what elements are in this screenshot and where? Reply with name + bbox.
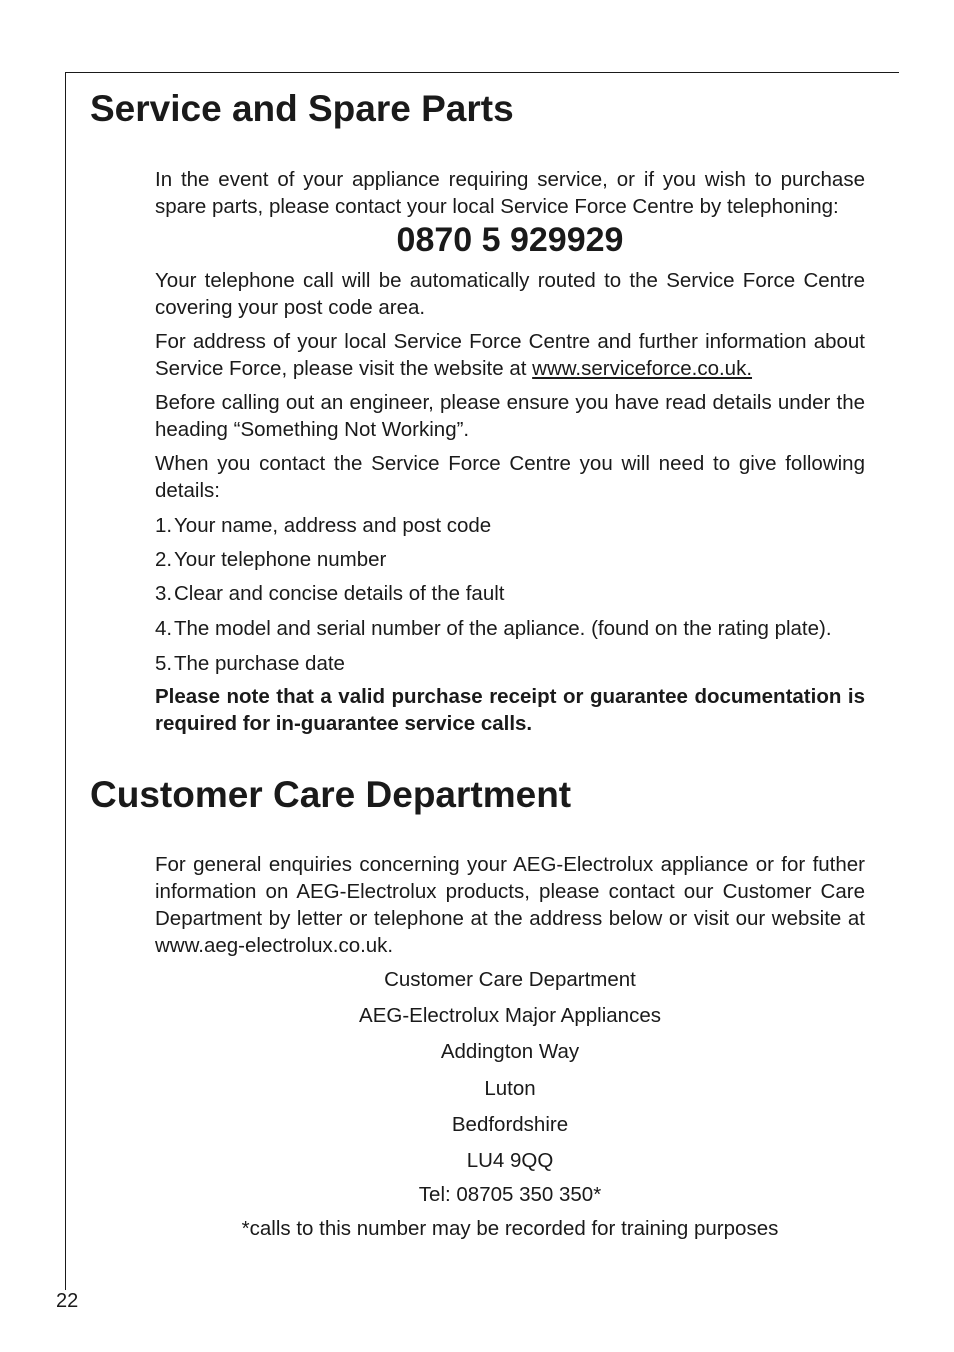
page-number: 22: [56, 1290, 79, 1312]
address-line: Customer Care Department: [384, 968, 636, 991]
list-item-text: The model and serial number of the apliance. (found on the rating plate).: [174, 617, 832, 640]
service-contact-paragraph: When you contact the Service Force Centre you will need to give following details:: [155, 452, 865, 502]
left-rule: [65, 72, 66, 1290]
list-item: [155, 546, 386, 573]
list-item-text: Clear and concise details of the fault: [174, 582, 505, 605]
footnote: *calls to this number may be recorded for training purposes: [241, 1217, 779, 1240]
list-item-number: 4.: [155, 617, 173, 640]
list-item: [155, 615, 832, 642]
address-line: Addington Way: [440, 1040, 580, 1063]
list-item-text: The purchase date: [174, 652, 345, 675]
address-line: Bedfordshire: [451, 1113, 569, 1136]
top-rule: [65, 72, 899, 73]
service-routed-paragraph: Your telephone call will be automatically routed to the Service Force Centre covering your post code area.: [155, 269, 865, 319]
address-line: LU4 9QQ: [466, 1149, 554, 1172]
service-intro: In the event of your appliance requiring service, or if you wish to purchase spare parts, please contact your local Service Force Centre by telephoning:: [155, 168, 865, 218]
list-item-number: 1.: [155, 514, 173, 537]
list-item: [155, 580, 504, 607]
service-before-paragraph: Before calling out an engineer, please ensure you have read details under the heading “Something Not Working”.: [155, 391, 865, 441]
section-title-service: Service and Spare Parts: [90, 88, 514, 129]
address-line: AEG-Electrolux Major Appliances: [359, 1004, 661, 1027]
list-item: [155, 512, 491, 539]
serviceforce-link[interactable]: www.serviceforce.co.uk.: [532, 357, 753, 380]
section-title-customer-care: Customer Care Department: [90, 774, 572, 815]
list-item-text: Your telephone number: [174, 548, 387, 571]
list-item-number: 3.: [155, 582, 173, 605]
list-item-text: Your name, address and post code: [174, 514, 492, 537]
service-address-paragraph: [155, 328, 865, 382]
telephone-line: Tel: 08705 350 350*: [418, 1183, 602, 1206]
address-line: Luton: [484, 1077, 536, 1100]
list-item-number: 5.: [155, 652, 173, 675]
guarantee-note: Please note that a valid purchase receipt or guarantee documentation is required for in-guarantee service calls.: [155, 685, 865, 735]
list-item: [155, 650, 345, 677]
service-phone-number: 0870 5 929929: [396, 221, 624, 259]
customer-care-intro: For general enquiries concerning your AEG-Electrolux appliance or for futher information on AEG-Electrolux products, please contact our Customer Care Department by letter or telephone at the address below or visit our website at www.aeg-electrolux.co.uk.: [155, 853, 865, 957]
list-item-number: 2.: [155, 548, 173, 571]
service-address-text: For address of your local Service Force Centre and further information about Service Force, please visit the website at: [155, 330, 865, 380]
